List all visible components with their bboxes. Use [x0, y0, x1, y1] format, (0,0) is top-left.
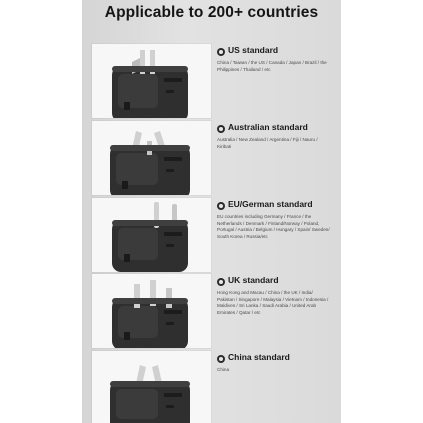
standard-china	[92, 351, 333, 423]
bullet-icon	[217, 125, 225, 133]
adapter-image-china	[92, 351, 211, 423]
standard-countries: China / Taiwan / the US / Canada / Japan / Brazil / the Philippines / Thailand / etc	[217, 60, 327, 72]
standard-countries: China	[217, 367, 230, 372]
standard-name: UK standard	[228, 275, 279, 285]
standard-name: US standard	[228, 45, 279, 55]
adapter-image-eu	[92, 198, 211, 272]
standard-us	[92, 44, 333, 118]
standard-name: EU/German standard	[228, 199, 313, 209]
standard-countries: EU countries including Germany / France / the Netherlands / Denmark / Finland/Norway / Poland, Portugal / Austria / Belgium / Hungary / Spain/ Sweden/ South Korea / Russia/etc	[217, 214, 330, 239]
adapter-image-us	[92, 44, 211, 118]
standard-name: Australian standard	[228, 122, 308, 132]
standard-uk	[92, 274, 333, 348]
standard-name: China standard	[228, 352, 290, 362]
standard-eu	[92, 198, 333, 272]
bullet-icon	[217, 355, 225, 363]
standard-countries: Hong Kong and Macau / China / the UK / India/ Pakistan / Singapore / Malaysia / Vietnam / Indonesia / Maldives / Sri Lanka / Saudi Arabia / United Arab Emirates / Qatar / etc	[217, 290, 329, 315]
bullet-icon	[217, 278, 225, 286]
bullet-icon	[217, 48, 225, 56]
adapter-image-australian	[92, 121, 211, 195]
bullet-icon	[217, 202, 225, 210]
adapter-image-uk	[92, 274, 211, 348]
page-title: Applicable to 200+ countries	[104, 4, 319, 21]
standard-countries: Australia / New Zealand / Argentina / Fiji / Nauru / Kiribati	[217, 137, 318, 149]
standard-australian	[92, 121, 333, 195]
